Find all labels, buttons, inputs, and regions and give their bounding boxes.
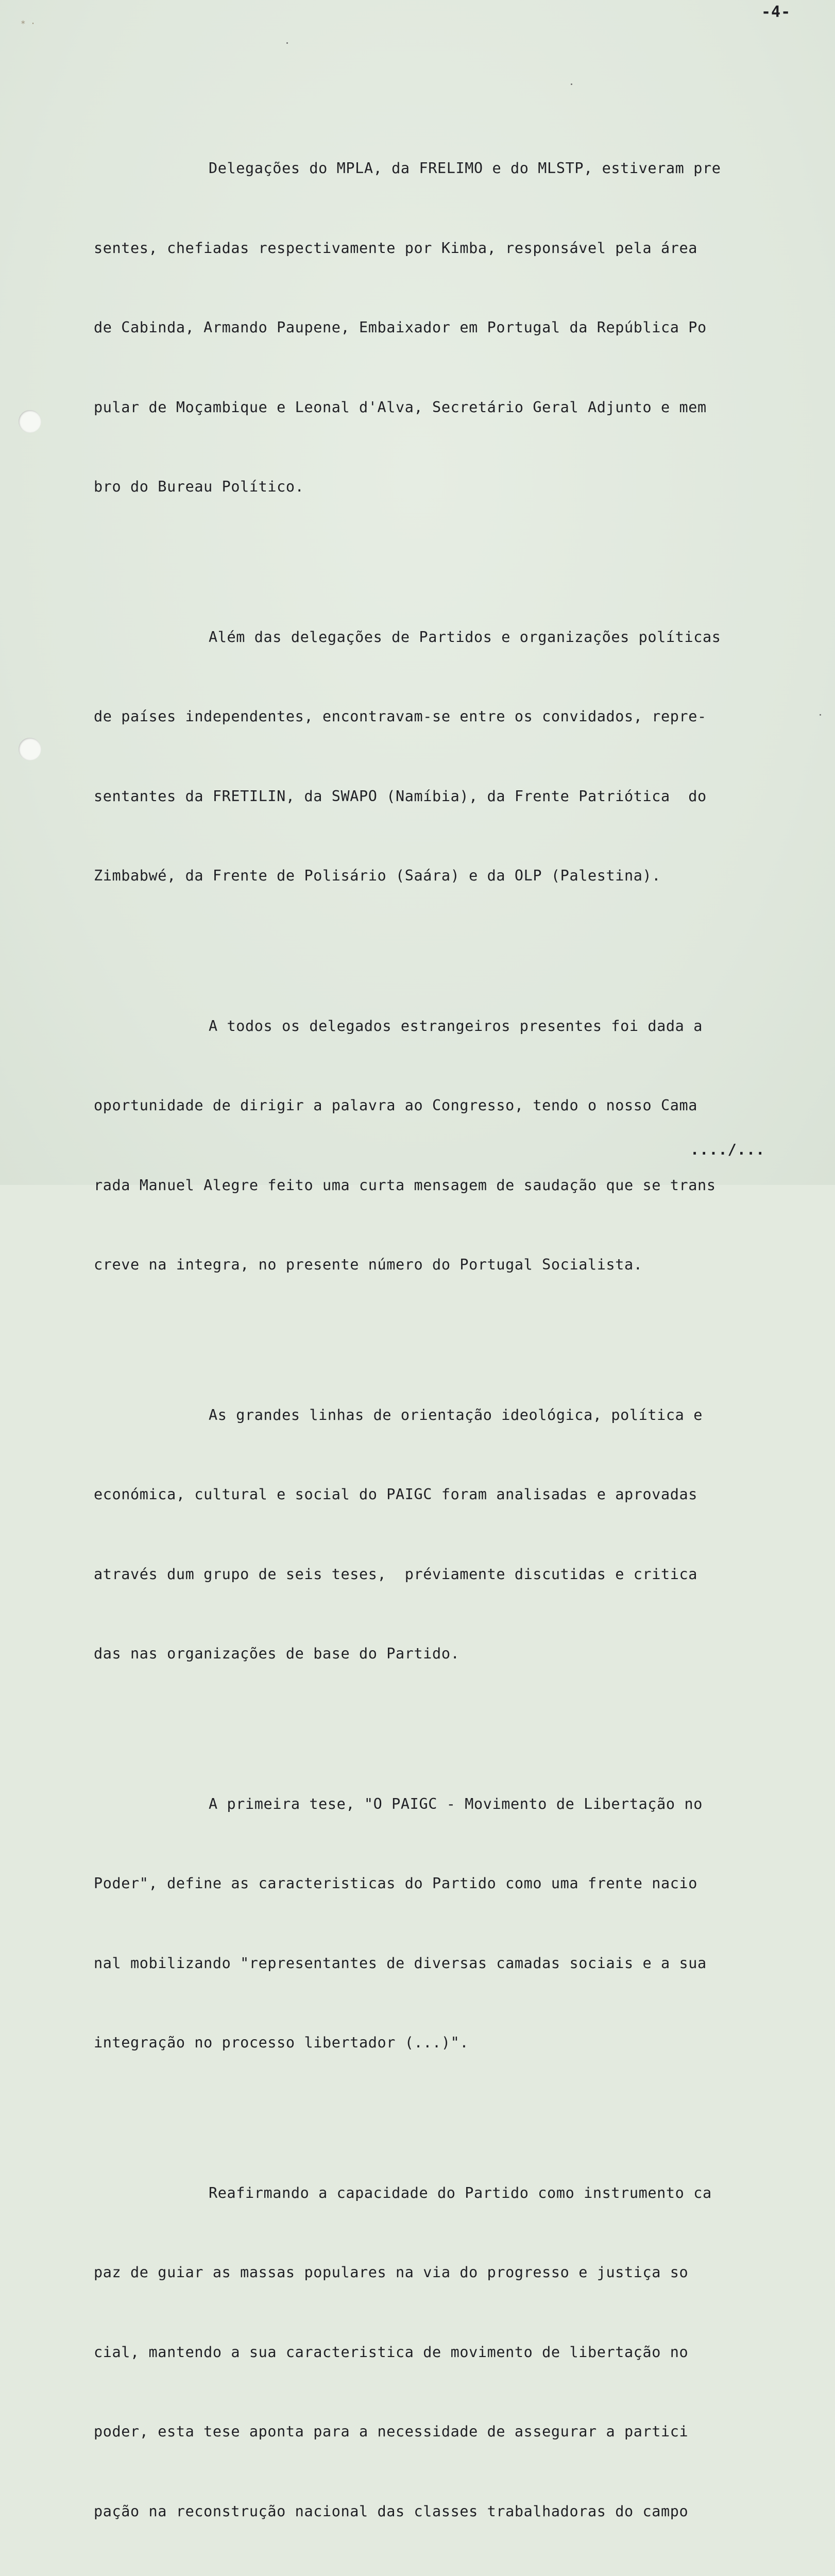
paper-speck — [571, 83, 572, 85]
text-line: sentes, chefiadas respectivamente por Kimba, responsável pela área — [94, 235, 794, 262]
text-line: creve na integra, no presente número do Portugal Socialista. — [94, 1251, 794, 1278]
text-line: A todos os delegados estrangeiros presentes foi dada a — [94, 1013, 794, 1040]
text-line: Delegações do MPLA, da FRELIMO e do MLSTP, estiveram pre — [94, 155, 794, 182]
punch-hole-top — [19, 410, 41, 433]
text-line: Poder", define as caracteristicas do Partido como uma frente nacio — [94, 1870, 794, 1897]
paper-speck — [820, 714, 821, 716]
text-line: bro do Bureau Político. — [94, 473, 794, 500]
paragraph-reaffirming — [94, 2127, 794, 2576]
text-line: económica, cultural e social do PAIGC foram analisadas e aprovadas — [94, 1481, 794, 1508]
text-line: cial, mantendo a sua caracteristica de movimento de libertação no — [94, 2339, 794, 2366]
text-line: pação na reconstrução nacional das classes trabalhadoras do campo — [94, 2498, 794, 2525]
text-line: nal mobilizando "representantes de diversas camadas sociais e a sua — [94, 1950, 794, 1977]
text-line: Além das delegações de Partidos e organizações políticas — [94, 624, 794, 651]
paragraph-first-thesis — [94, 1738, 794, 2109]
document-page — [0, 0, 835, 1185]
text-line: poder, esta tese aponta para a necessidade de assegurar a partici — [94, 2418, 794, 2445]
paragraph-foreign-delegates — [94, 960, 794, 1331]
text-line: As grandes linhas de orientação ideológica, política e — [94, 1402, 794, 1429]
text-line: Reafirmando a capacidade do Partido como instrumento ca — [94, 2180, 794, 2207]
page-number: -4- — [761, 3, 791, 21]
paragraph-orientation — [94, 1349, 794, 1720]
text-line: rada Manuel Alegre feito uma curta mensagem de saudação que se trans — [94, 1172, 794, 1199]
text-line: sentantes da FRETILIN, da SWAPO (Namíbia), da Frente Patriótica do — [94, 783, 794, 810]
text-line: integração no processo libertador (...)". — [94, 2029, 794, 2056]
corner-marks: * · — [21, 19, 36, 28]
text-line: A primeira tese, "O PAIGC - Movimento de Libertação no — [94, 1791, 794, 1818]
text-line: das nas organizações de base do Partido. — [94, 1640, 794, 1667]
punch-hole-bottom — [19, 738, 41, 760]
text-line: Zimbabwé, da Frente de Polisário (Saára) e da OLP (Palestina). — [94, 862, 794, 889]
text-line: pular de Moçambique e Leonal d'Alva, Secretário Geral Adjunto e mem — [94, 394, 794, 421]
text-line: de Cabinda, Armando Paupene, Embaixador em Portugal da República Po — [94, 314, 794, 341]
paragraph-delegations — [94, 102, 794, 553]
continuation-mark: ..../... — [690, 1141, 765, 1158]
paper-speck — [286, 42, 288, 44]
text-line: oportunidade de dirigir a palavra ao Congresso, tendo o nosso Cama — [94, 1092, 794, 1119]
paragraph-guests — [94, 571, 794, 942]
text-line: através dum grupo de seis teses, préviamente discutidas e critica — [94, 1561, 794, 1588]
body-text — [94, 102, 794, 2576]
text-line: paz de guiar as massas populares na via do progresso e justiça so — [94, 2259, 794, 2286]
text-line: de países independentes, encontravam-se entre os convidados, repre- — [94, 703, 794, 730]
